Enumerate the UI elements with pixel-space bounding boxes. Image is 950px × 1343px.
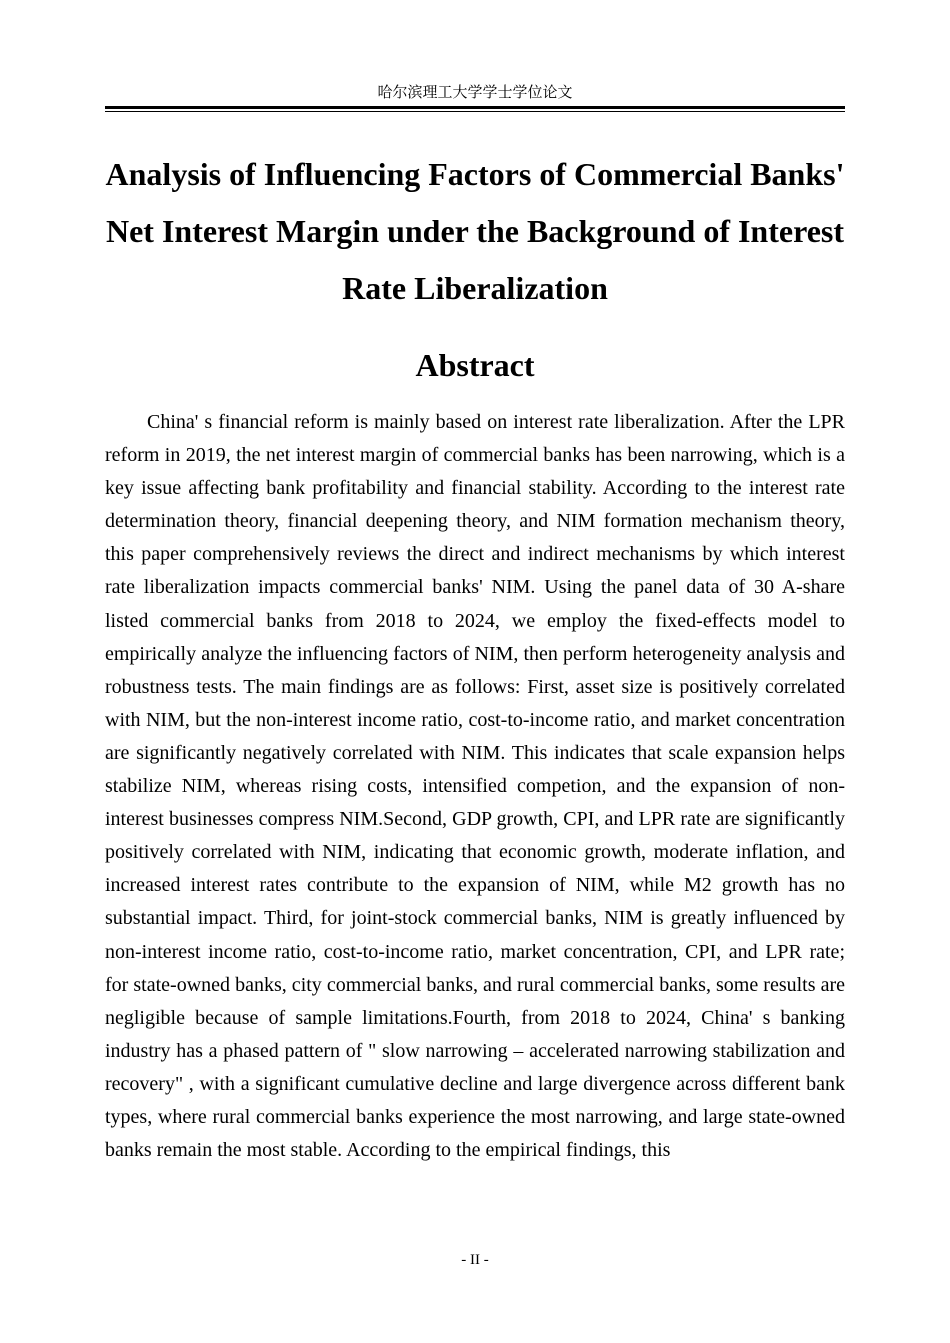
running-header: 哈尔滨理工大学学士学位论文	[377, 83, 573, 101]
header-rule-thin	[105, 111, 845, 112]
abstract-heading: Abstract	[415, 347, 535, 383]
abstract-body: China' s financial reform is mainly based on interest rate liberalization. After the LPR reform in 2019, the net interest margin of commercial banks has been narrowing, which is a key issue affecting bank profitability and financial stability. According to the interest rate determination theory, financial deepening theory, and NIM formation mechanism theory, this paper comprehensively reviews the direct and indirect mechanisms by which interest rate liberalization impacts commercial banks' NIM. Using the panel data of 30 A-share listed commercial banks from 2018 to 2024, we employ the fixed-effects model to empirically analyze the influencing factors of NIM, then perform heterogeneity analysis and robustness tests. The main findings are as follows: First, asset size is positively correlated with NIM, but the non-interest income ratio, cost-to-income ratio, and market concentration are significantly negatively correlated with NIM. This indicates that scale expansion helps stabilize NIM, whereas rising costs, intensified competion, and the expansion of non-interest businesses compress NIM.Second, GDP growth, CPI, and LPR rate are significantly positively correlated with NIM, indicating that economic growth, moderate inflation, and increased interest rates contribute to the expansion of NIM, while M2 growth has no substantial impact. Third, for joint-stock commercial banks, NIM is greatly influenced by non-interest income ratio, cost-to-income ratio, market concentration, CPI, and LPR rate; for state-owned banks, city commercial banks, and rural commercial banks, some results are negligible because of sample limitations.Fourth, from 2018 to 2024, China' s banking industry has a phased pattern of " slow narrowing – accelerated narrowing stabilization and recovery" , with a significant cumulative decline and large divergence across different bank types, where rural commercial banks experience the most narrowing, and large state-owned banks remain the most stable. According to the empirical findings, this	[105, 411, 845, 1162]
page-number: - II -	[461, 1252, 489, 1268]
paper-title: Analysis of Influencing Factors of Commercial Banks' Net Interest Margin under the Background of Interest Rate Liberalization	[105, 156, 845, 306]
header-rule-thick	[105, 106, 845, 109]
